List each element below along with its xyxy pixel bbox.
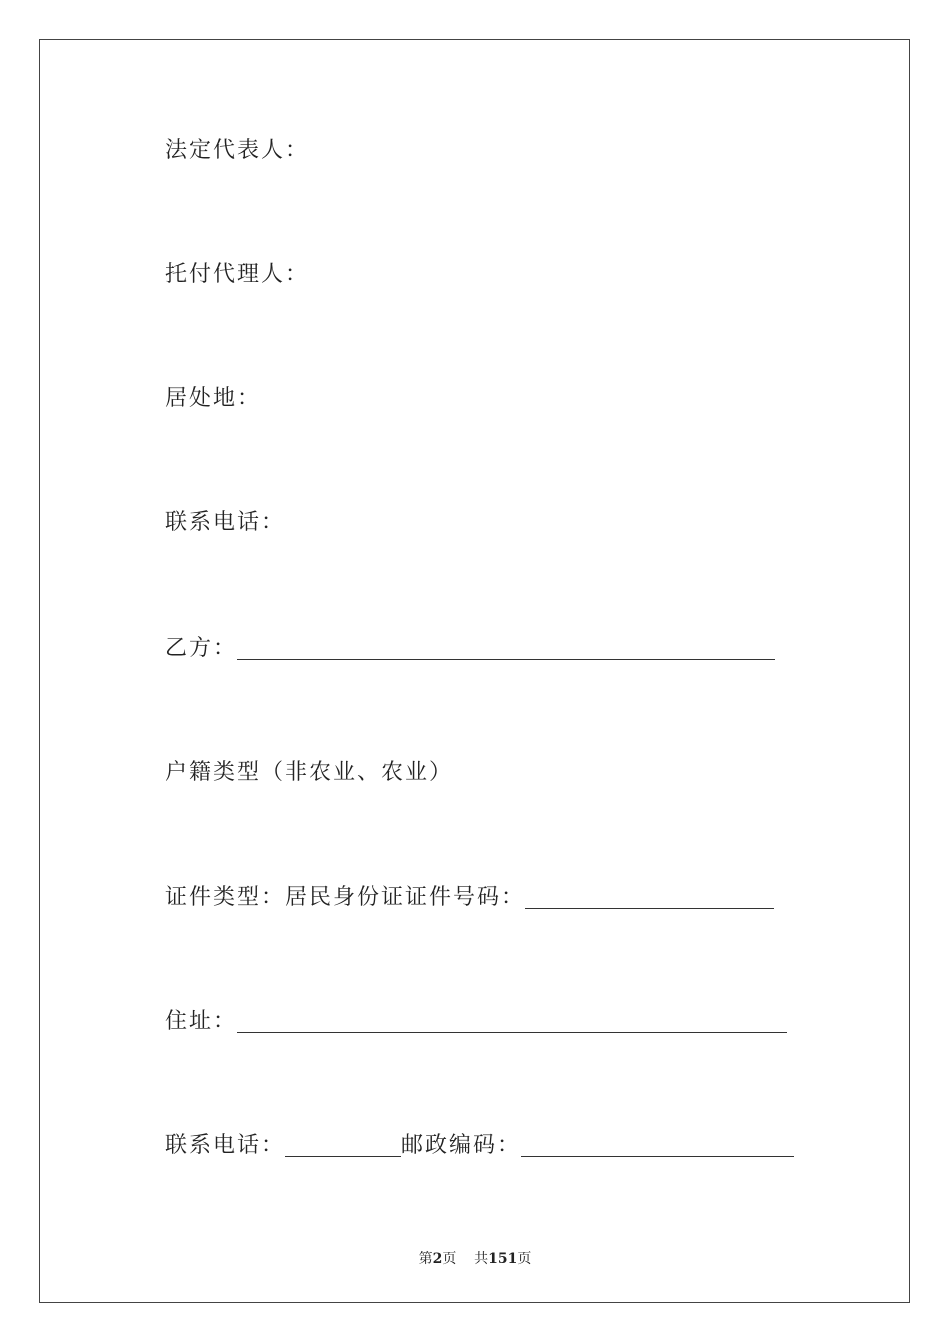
legal-representative-label: 法定代表人： xyxy=(165,138,310,163)
total-prefix: 共 xyxy=(474,1251,489,1267)
residence-label: 居处地： xyxy=(165,386,262,411)
residence-line xyxy=(165,386,261,412)
page-number: 2 xyxy=(432,1251,443,1267)
page-suffix: 页 xyxy=(442,1251,457,1267)
household-type-line xyxy=(165,760,453,786)
address-line xyxy=(165,1009,787,1035)
postal-code-label: 邮政编码： xyxy=(401,1133,522,1158)
total-suffix: 页 xyxy=(517,1251,532,1267)
agent-label: 托付代理人： xyxy=(165,262,310,287)
page-prefix: 第 xyxy=(418,1251,433,1267)
id-type-line xyxy=(165,885,774,911)
page-frame xyxy=(39,39,910,1303)
phone-b-label: 联系电话： xyxy=(165,1133,286,1158)
agent-line xyxy=(165,262,309,288)
legal-representative-line xyxy=(165,138,309,164)
party-b-blank[interactable] xyxy=(237,641,775,660)
postal-code-blank[interactable] xyxy=(521,1138,794,1157)
total-pages: 151 xyxy=(488,1251,518,1267)
household-type-label: 户籍类型（非农业、农业） xyxy=(165,760,454,785)
id-type-label: 证件类型：居民身份证证件号码： xyxy=(165,885,526,910)
phone-postal-line xyxy=(165,1133,794,1159)
address-label: 住址： xyxy=(165,1009,238,1034)
party-b-line xyxy=(165,636,775,662)
phone-a-line xyxy=(165,510,285,536)
phone-a-label: 联系电话： xyxy=(165,510,286,535)
party-b-label: 乙方： xyxy=(165,636,238,661)
id-number-blank[interactable] xyxy=(525,890,774,909)
phone-b-blank[interactable] xyxy=(285,1138,401,1157)
address-blank[interactable] xyxy=(237,1014,787,1033)
page-footer xyxy=(0,1248,950,1268)
